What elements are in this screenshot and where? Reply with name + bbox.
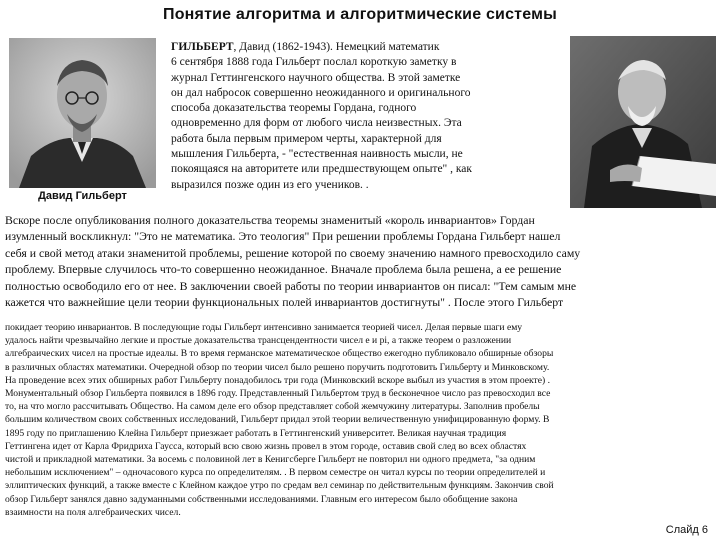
intro-line: 6 сентября 1888 года Гильберт послал короткую заметку в xyxy=(171,56,457,69)
paragraph-line: эллиптических функций, а также вместе с Клейном каждое утро по средам вел семинар по действительным функциям. Закончив свой xyxy=(5,480,554,492)
intro-line: мышления Гильберта, - "естественная наивность мысли, не xyxy=(171,148,463,161)
intro-line: работа была первым примером черты, характерной для xyxy=(171,132,442,145)
paragraph-line: 1895 году по приглашению Клейна Гильберт приезжает работать в Геттингенский университет. Великая научная традиция xyxy=(5,427,507,439)
paragraph-line: взаимности на поля алгебраических чисел. xyxy=(5,506,181,518)
main-paragraph xyxy=(5,212,717,310)
paragraph-line: Монументальный обзор Гильберта появился в 1896 году. Представленный Гильбертом труд в бесконечное число раз превосходил все xyxy=(5,388,551,400)
paragraph-line: Вскоре после опубликования полного доказательства теоремы знаменитый «король инвариантов» Гордан xyxy=(5,213,535,227)
paragraph-line: проблему. Впервые случилось что-то совершенно неожиданное. Вначале проблема была решена, а ее решение xyxy=(5,262,562,277)
intro-line: журнал Геттингенского научного общества. В этой заметке xyxy=(171,71,461,84)
intro-text xyxy=(171,40,567,193)
portrait-young-hilbert xyxy=(9,38,156,188)
portrait-elder-hilbert xyxy=(570,36,716,208)
paragraph-line: полностью освободило его от нее. В заключении своей работы по теории инвариантов он писал: "Тем самым мне xyxy=(5,278,577,293)
paragraph-line: чистой и прикладной математики. За восемь с половиной лет в Кенигсберге Гильберт не повторил ни одного предмета, "за одним xyxy=(5,454,536,466)
paragraph-line: большим количеством своих собственных исследований, Гильберт придал этой теории величественную унифицированную форму. В xyxy=(5,414,550,426)
slide-number: Слайд 6 xyxy=(665,524,708,536)
paragraph-line: На проведение всех этих обширных работ Гильберту понадобилось три года (Минковский вскоре выбыл из участия в этом проекте) . xyxy=(5,374,550,386)
paragraph-line: небольшим исключением" – одночасового курса по определителям. . В первом семестре он читал курсы по теории определителей и xyxy=(5,467,546,479)
paragraph-line: себя и свой метод атаки знаменитой проблемы, решение которой по своему значению намного превосходило саму xyxy=(5,245,581,260)
intro-line: покоящаяся на авторитете или предшествующем опыте" , как xyxy=(171,163,472,176)
intro-line: способа доказательства теоремы Гордана, годного xyxy=(171,102,417,115)
paragraph-line: удалось найти чрезвычайно легкие и простые доказательства трансцендентности чисел e и pi, а также теорем о разложении xyxy=(5,335,512,347)
paragraph-line: алгебраических чисел на простые идеалы. В то время германское математическое общество ежегодно публиковало обширные обзоры xyxy=(5,348,554,360)
portrait-caption: Давид Гильберт xyxy=(38,190,127,202)
intro-line: он дал набросок совершенно неожиданного и оригинального xyxy=(171,86,471,99)
intro-line: одновременно для форм от любого числа неизвестных. Эта xyxy=(171,117,462,130)
paragraph-line: Геттингена идет от Карла Фридриха Гаусса, который всю свою жизнь провел в этом городе, оставив свой след во всех областях xyxy=(5,440,527,452)
paragraph-line: обзор Гильберт занялся давно задуманными собственными исследованиями. Главным его интересом было обобщение закона xyxy=(5,493,518,505)
name-heading: ГИЛЬБЕРТ xyxy=(171,41,234,53)
paragraph-line: в различных областях математики. Очередной обзор по теории чисел было решено поручить подготовить Гильберту и Минковскому. xyxy=(5,361,550,373)
intro-line: выразился позже один из его учеников. . xyxy=(171,178,369,191)
paragraph-line: изумленный воскликнул: "Это не математика. Это теология" При решении проблемы Гордана Гильберт нашел xyxy=(5,229,561,244)
paragraph-line: покидает теорию инвариантов. В последующие годы Гильберт интенсивно занимается теорией чисел. Делая первые шаги ему xyxy=(5,322,523,333)
paragraph-line: то, на что могло рассчитывать Общество. На самом деле его обзор представляет собой жемчужину литературы. Заполнив пробелы xyxy=(5,401,540,413)
paragraph-line: кажется что важнейшие цели теории функциональных полей инвариантов достигнуты" . После этого Гильберт xyxy=(5,295,564,310)
small-paragraph xyxy=(5,321,717,519)
slide-title: Понятие алгоритма и алгоритмические системы xyxy=(163,6,557,23)
intro-line: ГИЛЬБЕРТ, Давид (1862-1943). Немецкий математик xyxy=(171,41,440,53)
